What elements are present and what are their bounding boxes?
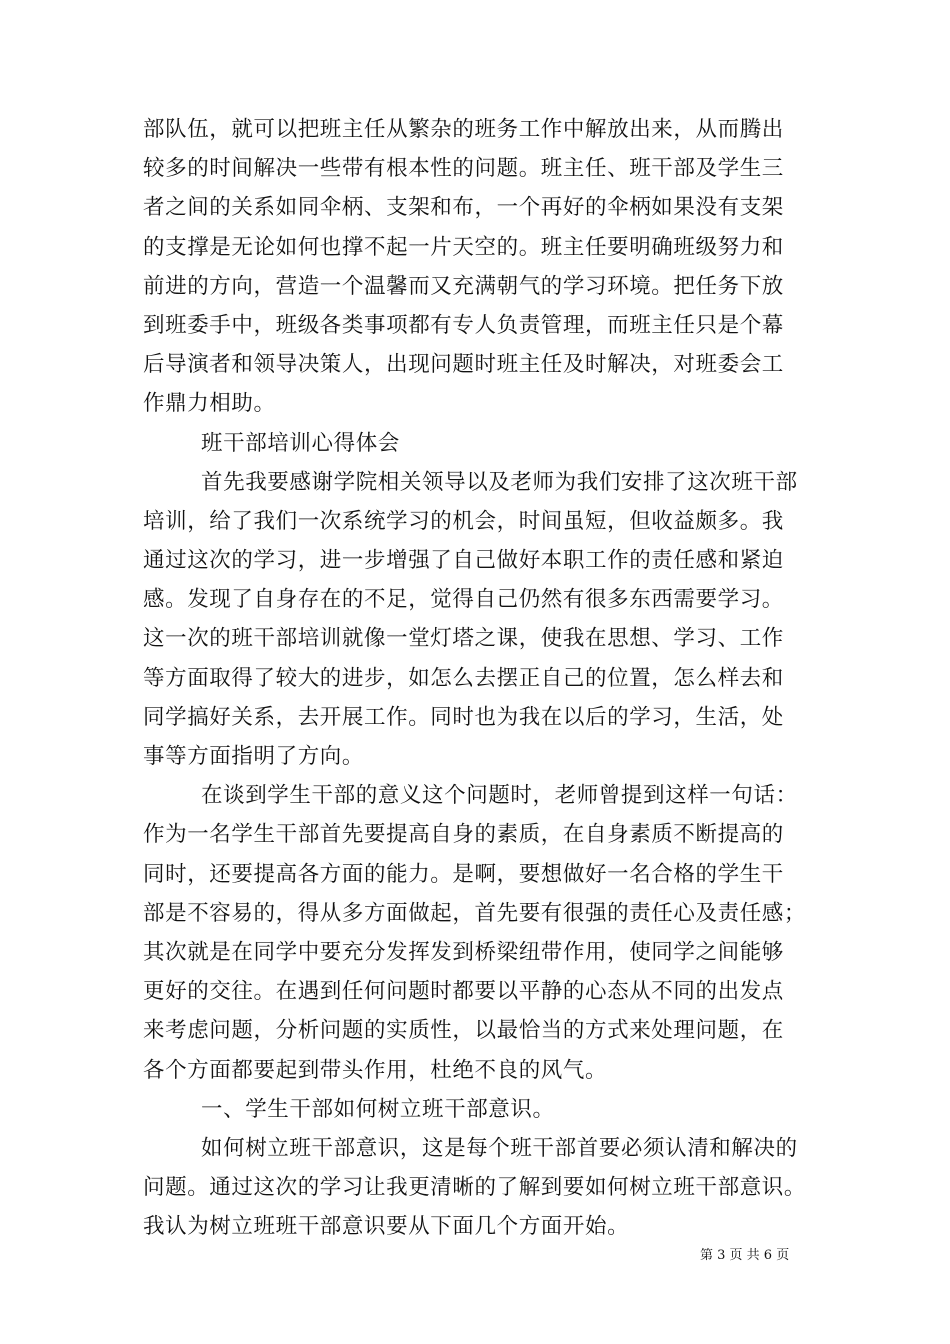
text-line: 各个方面都要起到带头作用，杜绝不良的风气。 bbox=[143, 1057, 608, 1083]
text-line: 前进的方向，营造一个温馨而又充满朝气的学习环境。把任务下放 bbox=[143, 273, 784, 299]
text-line: 在谈到学生干部的意义这个问题时，老师曾提到这样一句话： bbox=[201, 783, 798, 809]
text-line: 部是不容易的，得从多方面做起，首先要有很强的责任心及责任感； bbox=[143, 900, 807, 926]
text-line: 后导演者和领导决策人，出现问题时班主任及时解决，对班委会工 bbox=[143, 352, 784, 378]
text-line: 我认为树立班班干部意识要从下面几个方面开始。 bbox=[143, 1214, 630, 1240]
text-line: 通过这次的学习，进一步增强了自己做好本职工作的责任感和紧迫 bbox=[143, 548, 784, 574]
text-line: 者之间的关系如同伞柄、支架和布，一个再好的伞柄如果没有支架 bbox=[143, 195, 784, 221]
text-line: 首先我要感谢学院相关领导以及老师为我们安排了这次班干部 bbox=[201, 469, 798, 495]
text-line: 部队伍，就可以把班主任从繁杂的班务工作中解放出来，从而腾出 bbox=[143, 117, 784, 142]
text-line: 问题。通过这次的学习让我更清晰的了解到要如何树立班干部意识。 bbox=[143, 1175, 807, 1201]
text-line: 同学搞好关系，去开展工作。同时也为我在以后的学习，生活，处 bbox=[143, 704, 784, 730]
text-line: 培训，给了我们一次系统学习的机会，时间虽短，但收益颇多。我 bbox=[143, 508, 784, 534]
text-line: 作鼎力相助。 bbox=[143, 391, 276, 417]
text-line: 作为一名学生干部首先要提高自身的素质，在自身素质不断提高的 bbox=[143, 822, 784, 848]
page-number-footer: 第 3 页 共 6 页 bbox=[700, 1248, 790, 1263]
text-line: 事等方面指明了方向。 bbox=[143, 744, 365, 769]
text-line: 感。发现了自身存在的不足，觉得自己仍然有很多东西需要学习。 bbox=[143, 587, 784, 613]
text-line: 较多的时间解决一些带有根本性的问题。班主任、班干部及学生三 bbox=[143, 156, 784, 182]
text-line: 的支撑是无论如何也撑不起一片天空的。班主任要明确班级努力和 bbox=[143, 234, 784, 260]
text-line: 如何树立班干部意识，这是每个班干部首要必须认清和解决的 bbox=[201, 1135, 798, 1161]
text-line: 这一次的班干部培训就像一堂灯塔之课，使我在思想、学习、工作 bbox=[143, 626, 784, 652]
text-line: 等方面取得了较大的进步，如怎么去摆正自己的位置，怎么样去和 bbox=[143, 665, 784, 691]
text-line: 同时，还要提高各方面的能力。是啊，要想做好一名合格的学生干 bbox=[143, 861, 784, 887]
document-body bbox=[143, 110, 813, 1246]
text-line: 其次就是在同学中要充分发挥发到桥梁纽带作用，使同学之间能够 bbox=[143, 939, 784, 965]
text-line: 更好的交往。在遇到任何问题时都要以平静的心态从不同的出发点 bbox=[143, 979, 784, 1005]
text-line: 一、学生干部如何树立班干部意识。 bbox=[201, 1096, 555, 1122]
text-line: 班干部培训心得体会 bbox=[201, 430, 400, 456]
text-line: 到班委手中，班级各类事项都有专人负责管理，而班主任只是个幕 bbox=[143, 312, 784, 338]
text-line: 来考虑问题，分析问题的实质性，以最恰当的方式来处理问题，在 bbox=[143, 1018, 784, 1044]
